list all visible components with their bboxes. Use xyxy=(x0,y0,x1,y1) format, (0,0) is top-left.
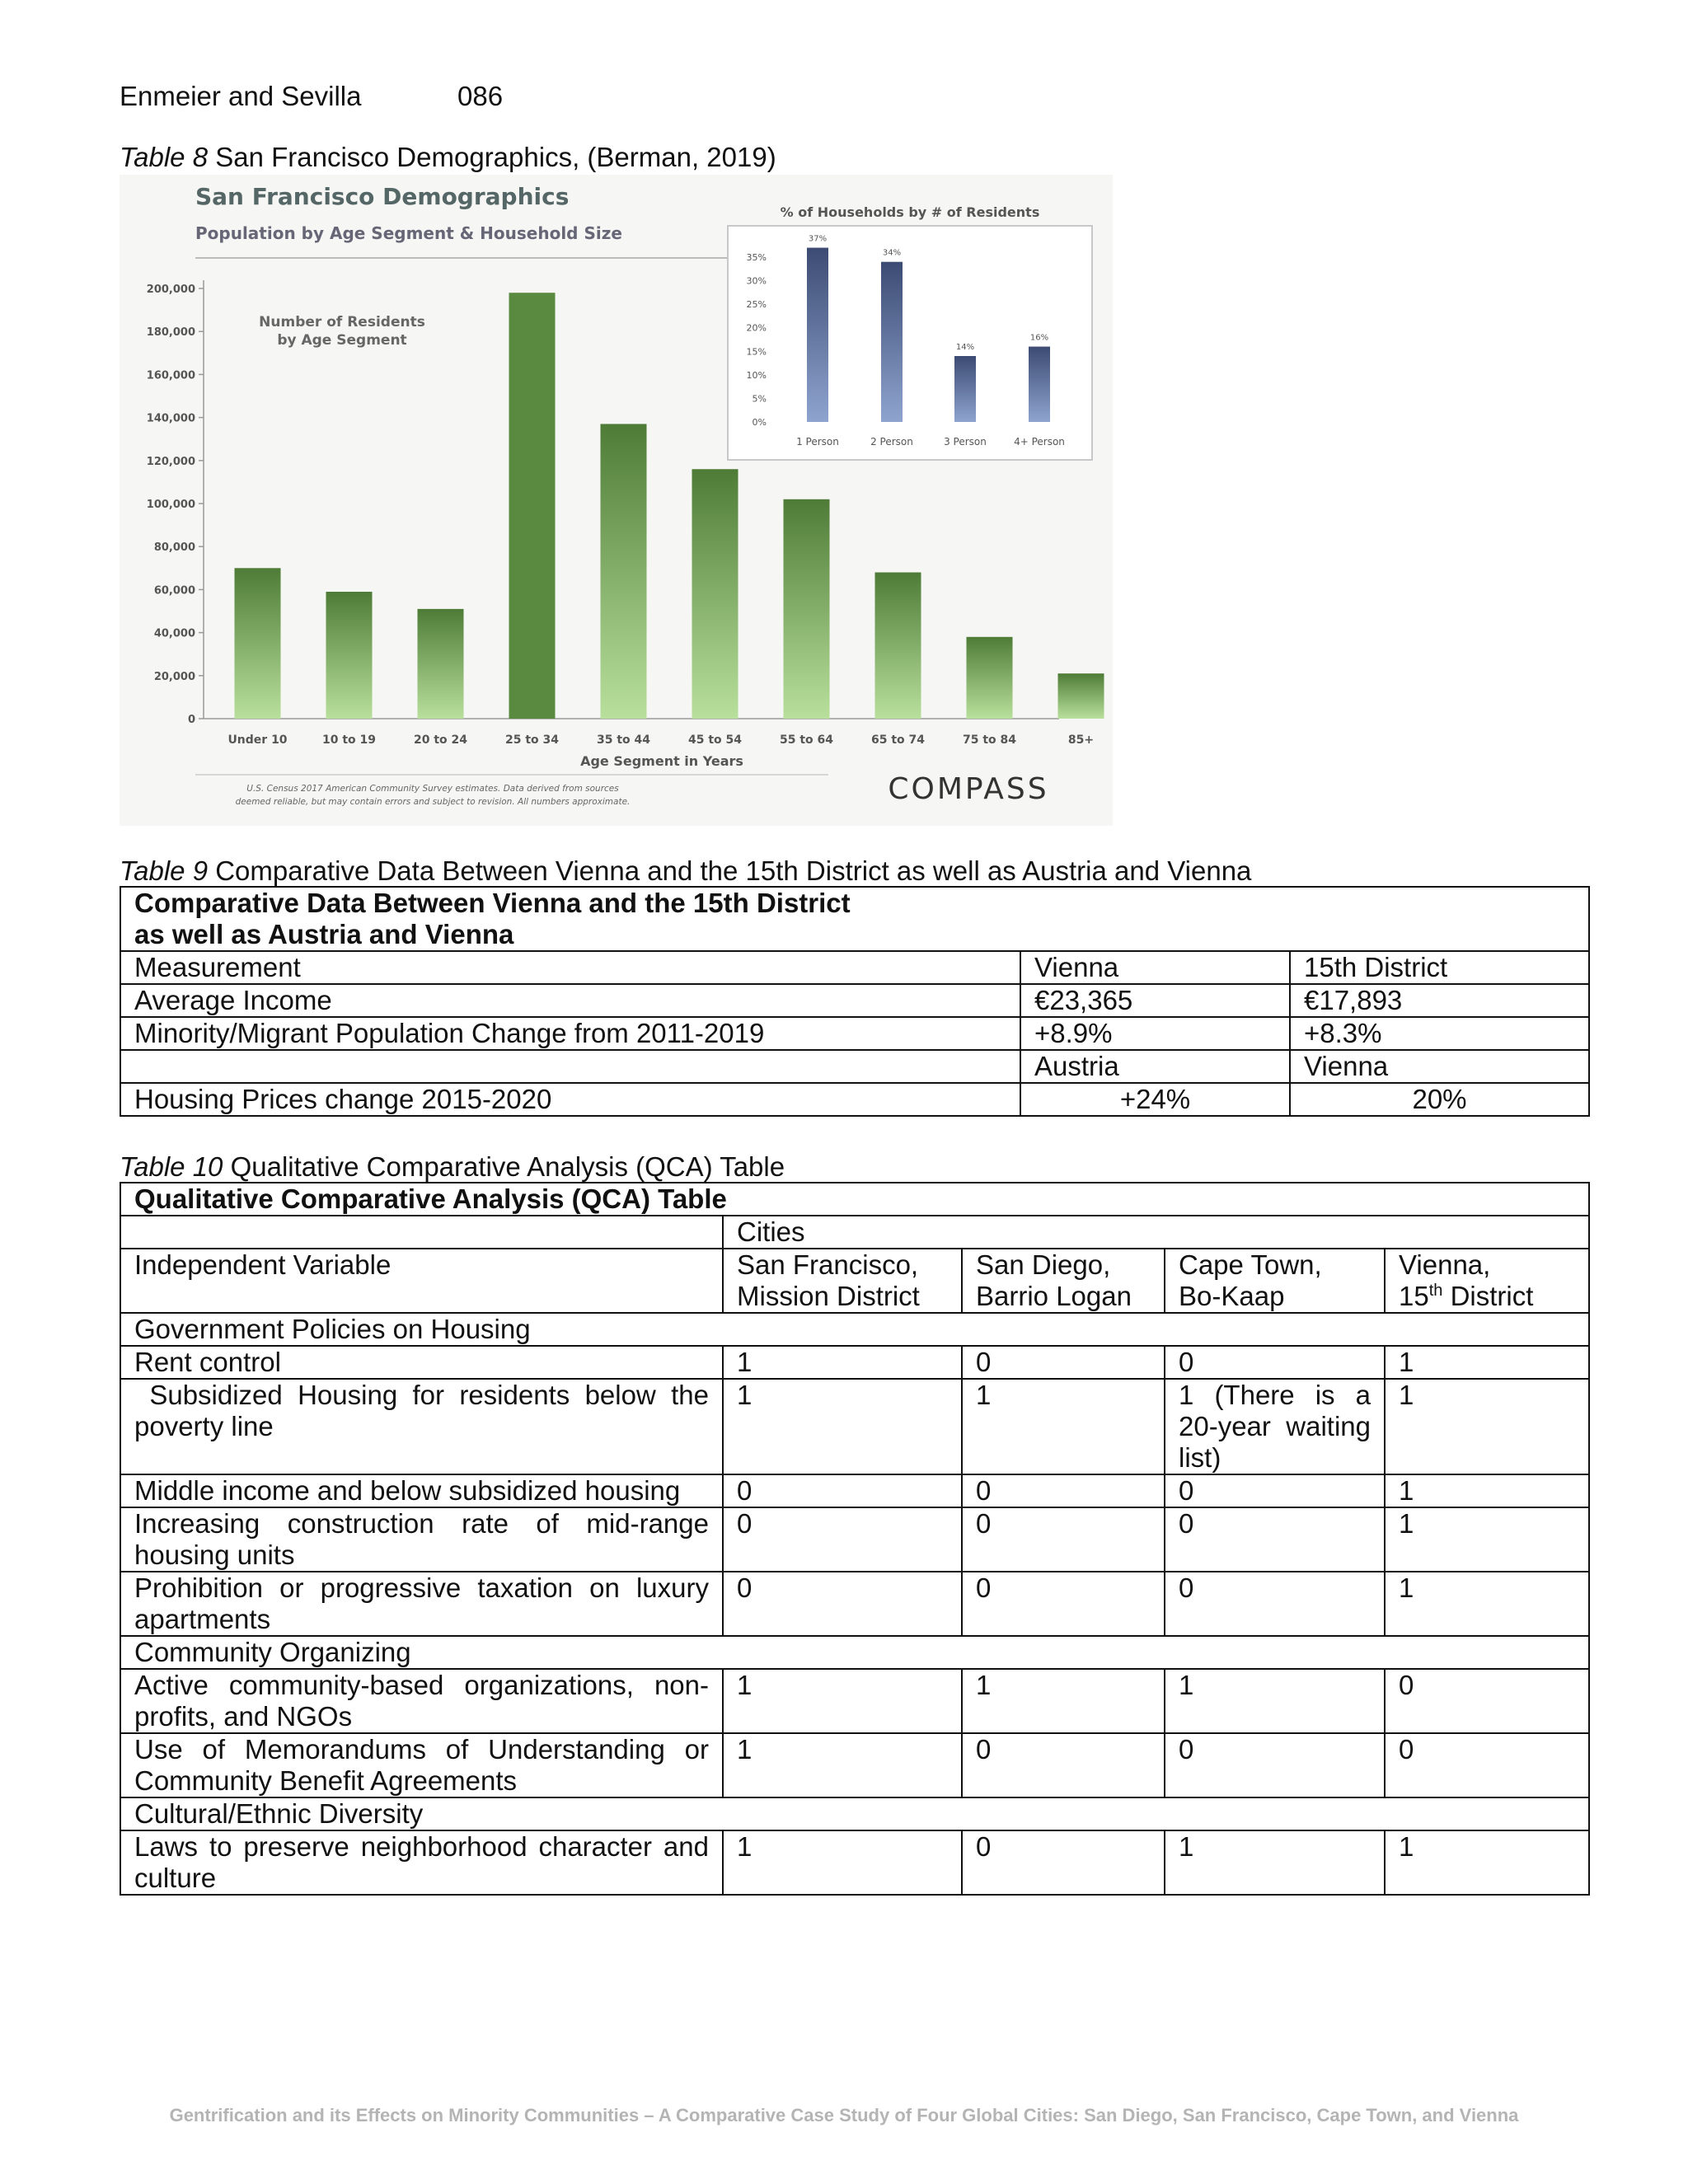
bar xyxy=(418,609,464,719)
inset-x-tick-label: 4+ Person xyxy=(1014,436,1065,448)
qca-city-name: Vienna, xyxy=(1399,1249,1491,1280)
qca-cell: 1 xyxy=(723,1830,962,1895)
qca-cities-label: Cities xyxy=(723,1216,1589,1249)
qca-cell: 0 xyxy=(962,1572,1165,1636)
chart-annotation-line2: by Age Segment xyxy=(277,332,407,349)
table9-cell: +8.3% xyxy=(1290,1017,1589,1050)
table-row xyxy=(120,1830,1589,1895)
y-tick-label: 160,000 xyxy=(146,369,195,382)
qca-district-suffix: th xyxy=(1428,1282,1443,1300)
x-tick-label: 10 to 19 xyxy=(321,733,377,747)
qca-iv-label: Independent Variable xyxy=(120,1249,723,1313)
qca-city-district: Bo-Kaap xyxy=(1179,1281,1285,1311)
table9-cell: Measurement xyxy=(120,951,1020,984)
chart-xlabel: Age Segment in Years xyxy=(580,753,743,769)
bar xyxy=(601,424,647,719)
qca-section: Community Organizing xyxy=(120,1636,1589,1669)
y-tick-label: 20,000 xyxy=(153,670,195,683)
qca-cell: 0 xyxy=(962,1346,1165,1379)
table-row xyxy=(120,1572,1589,1636)
inset-y-tick-label: 15% xyxy=(746,346,767,358)
table9-caption xyxy=(120,855,1251,887)
inset-data-label: 16% xyxy=(1029,333,1049,343)
qca-cell: 0 xyxy=(1165,1346,1385,1379)
table-row xyxy=(120,1083,1589,1116)
qca-cell: 0 xyxy=(962,1507,1165,1572)
qca-cell: 0 xyxy=(962,1474,1165,1507)
qca-cell: 0 xyxy=(1165,1572,1385,1636)
x-tick-label: 65 to 74 xyxy=(870,733,926,747)
x-tick-label: 55 to 64 xyxy=(779,733,834,747)
inset-bar xyxy=(807,248,828,422)
qca-cell: 0 xyxy=(1165,1507,1385,1572)
qca-cell: 1 xyxy=(1385,1379,1589,1474)
qca-city-ct xyxy=(1165,1249,1385,1313)
qca-empty-cell xyxy=(120,1216,723,1249)
qca-city-district: Barrio Logan xyxy=(976,1281,1132,1311)
qca-cell: 1 xyxy=(962,1669,1165,1733)
x-tick-label: 25 to 34 xyxy=(504,733,560,747)
table9-cell: 20% xyxy=(1290,1083,1589,1116)
qca-city-district: Mission District xyxy=(737,1281,920,1311)
table8-caption xyxy=(120,142,776,173)
table9-title-line2: as well as Austria and Vienna xyxy=(134,919,514,949)
qca-city-name: San Diego, xyxy=(976,1249,1111,1280)
inset-data-label: 14% xyxy=(955,343,975,352)
qca-cell: 0 xyxy=(1165,1474,1385,1507)
table9-cell: +8.9% xyxy=(1020,1017,1290,1050)
y-tick-label: 60,000 xyxy=(153,584,195,598)
chart-subtitle: Population by Age Segment & Household Size xyxy=(195,223,622,243)
table8-caption-text: San Francisco Demographics, (Berman, 2019) xyxy=(215,142,776,172)
table9-cell: Vienna xyxy=(1020,951,1290,984)
table9-title-line1: Comparative Data Between Vienna and the 15th District xyxy=(134,888,851,918)
qca-table xyxy=(120,1182,1590,1896)
table-row xyxy=(120,1733,1589,1797)
bar xyxy=(692,469,738,719)
qca-cell: 1 xyxy=(1385,1507,1589,1572)
table9-cell: 15th District xyxy=(1290,951,1589,984)
qca-district-number: 15 xyxy=(1399,1281,1429,1311)
table9-cell: €23,365 xyxy=(1020,984,1290,1017)
qca-title-row xyxy=(120,1183,1589,1216)
qca-section-row xyxy=(120,1313,1589,1346)
qca-cell: 0 xyxy=(1385,1669,1589,1733)
table-row xyxy=(120,1474,1589,1507)
table10-caption xyxy=(120,1151,785,1183)
chart-annotation-line1: Number of Residents xyxy=(259,314,425,330)
qca-row-label: Middle income and below subsidized housing xyxy=(120,1474,723,1507)
chart-title: San Francisco Demographics xyxy=(195,183,570,210)
inset-y-tick-label: 20% xyxy=(746,322,767,334)
x-tick-label: 85+ xyxy=(1067,733,1095,747)
table10-label: Table 10 xyxy=(120,1151,223,1182)
y-tick-label: 200,000 xyxy=(146,284,195,296)
inset-title: % of Households by # of Residents xyxy=(780,204,1040,220)
qca-row-label: Prohibition or progressive taxation on luxury apartments xyxy=(120,1572,723,1636)
table9-cell: Average Income xyxy=(120,984,1020,1017)
qca-cell: 0 xyxy=(723,1474,962,1507)
qca-cell: 1 xyxy=(723,1733,962,1797)
bar xyxy=(509,293,556,719)
qca-cell: 1 xyxy=(723,1346,962,1379)
qca-header-row xyxy=(120,1249,1589,1313)
qca-cell: 1 xyxy=(1385,1474,1589,1507)
qca-cell: 0 xyxy=(962,1830,1165,1895)
y-tick-label: 80,000 xyxy=(153,541,195,555)
table9-caption-text: Comparative Data Between Vienna and the 15th District as well as Austria and Vienna xyxy=(215,855,1252,886)
qca-row-label: Subsidized Housing for residents below the poverty line xyxy=(120,1379,723,1474)
table9-cell: Minority/Migrant Population Change from 2011-2019 xyxy=(120,1017,1020,1050)
inset-y-tick-label: 10% xyxy=(746,369,767,381)
qca-title: Qualitative Comparative Analysis (QCA) Table xyxy=(120,1183,1589,1216)
header-page-number: 086 xyxy=(457,81,504,111)
qca-section-row xyxy=(120,1636,1589,1669)
qca-cell: 0 xyxy=(962,1733,1165,1797)
table9-cell: Austria xyxy=(1020,1050,1290,1083)
inset-y-tick-label: 35% xyxy=(746,252,767,263)
bar xyxy=(967,637,1013,719)
qca-city-sf xyxy=(723,1249,962,1313)
table-row xyxy=(120,1379,1589,1474)
page-footer: Gentrification and its Effects on Minority Communities – A Comparative Case Study of Four Global Cities: San Diego, San Francisco, Cape Town, and Vienna xyxy=(169,2105,1519,2125)
x-tick-label: Under 10 xyxy=(227,733,288,747)
bar xyxy=(875,573,921,719)
qca-section-row xyxy=(120,1797,1589,1830)
table-row xyxy=(120,1346,1589,1379)
qca-cell: 1 xyxy=(962,1379,1165,1474)
qca-row-label: Increasing construction rate of mid-range housing units xyxy=(120,1507,723,1572)
y-tick-label: 140,000 xyxy=(146,412,195,425)
bar xyxy=(1058,673,1104,719)
running-header xyxy=(120,81,504,112)
qca-row-label: Use of Memorandums of Understanding or Community Benefit Agreements xyxy=(120,1733,723,1797)
qca-cell: 0 xyxy=(1385,1733,1589,1797)
chart-source-line2: deemed reliable, but may contain errors and subject to revision. All numbers approximate. xyxy=(235,797,631,807)
inset-x-tick-label: 3 Person xyxy=(944,436,987,448)
y-tick-label: 40,000 xyxy=(153,627,195,640)
y-tick-label: 120,000 xyxy=(146,455,195,468)
header-authors: Enmeier and Sevilla xyxy=(120,81,362,111)
qca-cell: 1 xyxy=(1165,1830,1385,1895)
table-row xyxy=(120,1669,1589,1733)
compass-logo: COMPASS xyxy=(888,772,1049,806)
y-tick-label: 180,000 xyxy=(146,326,195,340)
qca-row-label: Rent control xyxy=(120,1346,723,1379)
inset-data-label: 34% xyxy=(882,248,902,258)
table9-cell: Housing Prices change 2015-2020 xyxy=(120,1083,1020,1116)
table9-cell: +24% xyxy=(1020,1083,1290,1116)
bar xyxy=(235,568,281,719)
inset-x-tick-label: 2 Person xyxy=(870,436,913,448)
x-tick-label: 45 to 54 xyxy=(687,733,743,747)
inset-x-tick-label: 1 Person xyxy=(796,436,839,448)
qca-cell: 1 xyxy=(723,1379,962,1474)
qca-cell: 1 (There is a 20-year waiting list) xyxy=(1165,1379,1385,1474)
inset-bar xyxy=(1029,347,1050,422)
table-row xyxy=(120,1050,1589,1083)
table-row xyxy=(120,984,1589,1017)
table9-cell xyxy=(120,1050,1020,1083)
comparative-data-table xyxy=(120,886,1590,1117)
y-tick-label: 100,000 xyxy=(146,499,195,511)
qca-cell: 1 xyxy=(1385,1830,1589,1895)
table9-label: Table 9 xyxy=(120,855,209,886)
qca-cell: 1 xyxy=(1385,1346,1589,1379)
qca-city-vienna xyxy=(1385,1249,1589,1313)
qca-city-name: Cape Town, xyxy=(1179,1249,1322,1280)
bar xyxy=(326,592,373,719)
table10-caption-text: Qualitative Comparative Analysis (QCA) Table xyxy=(230,1151,785,1182)
qca-district-word: District xyxy=(1442,1281,1534,1311)
qca-cell: 1 xyxy=(1385,1572,1589,1636)
inset-y-tick-label: 25% xyxy=(746,299,767,311)
qca-city-district xyxy=(1399,1281,1575,1312)
qca-cell: 0 xyxy=(723,1507,962,1572)
demographics-figure xyxy=(120,175,1113,826)
qca-section: Government Policies on Housing xyxy=(120,1313,1589,1346)
qca-cell: 1 xyxy=(1165,1669,1385,1733)
inset-y-tick-label: 30% xyxy=(746,275,767,287)
qca-cell: 1 xyxy=(723,1669,962,1733)
table-row xyxy=(120,951,1589,984)
table8-label: Table 8 xyxy=(120,142,209,172)
table-row xyxy=(120,1507,1589,1572)
inset-bar xyxy=(954,356,976,422)
qca-row-label: Active community-based organizations, non-profits, and NGOs xyxy=(120,1669,723,1733)
demographics-chart xyxy=(120,175,1113,826)
inset-frame xyxy=(728,226,1092,460)
table9-title xyxy=(120,887,1589,951)
qca-cell: 0 xyxy=(1165,1733,1385,1797)
chart-source-line1: U.S. Census 2017 American Community Survey estimates. Data derived from sources xyxy=(246,784,619,794)
bar xyxy=(784,499,830,719)
qca-city-name: San Francisco, xyxy=(737,1249,919,1280)
inset-y-tick-label: 0% xyxy=(752,417,767,428)
table9-cell: Vienna xyxy=(1290,1050,1589,1083)
inset-data-label: 37% xyxy=(808,234,828,244)
x-tick-label: 75 to 84 xyxy=(962,733,1017,747)
y-tick-label: 0 xyxy=(187,714,195,726)
x-tick-label: 35 to 44 xyxy=(596,733,651,747)
qca-city-sd xyxy=(962,1249,1165,1313)
table9-cell: €17,893 xyxy=(1290,984,1589,1017)
qca-cell: 0 xyxy=(723,1572,962,1636)
inset-y-tick-label: 5% xyxy=(752,393,767,405)
qca-row-label: Laws to preserve neighborhood character and culture xyxy=(120,1830,723,1895)
x-tick-label: 20 to 24 xyxy=(413,733,468,747)
table9-title-row xyxy=(120,887,1589,951)
qca-cities-row xyxy=(120,1216,1589,1249)
qca-section: Cultural/Ethnic Diversity xyxy=(120,1797,1589,1830)
table-row xyxy=(120,1017,1589,1050)
inset-bar xyxy=(881,262,903,422)
